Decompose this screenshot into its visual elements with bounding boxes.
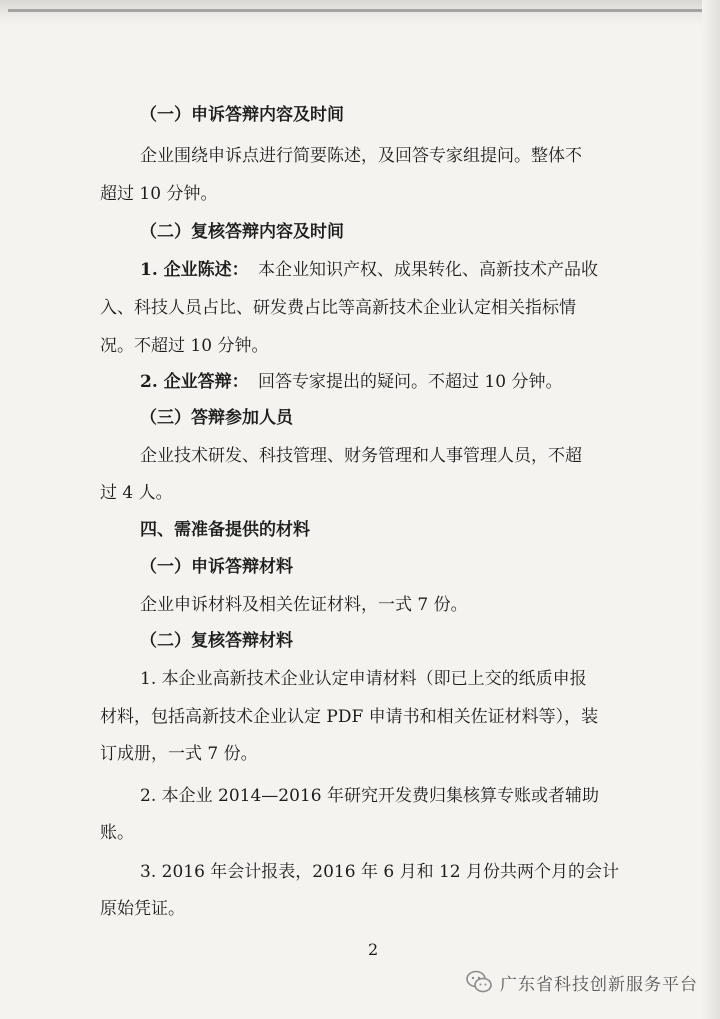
paragraph-text: 企业围绕申诉点进行简要陈述，及回答专家组提问。整体不 [140, 146, 582, 166]
paragraph-text: 材料，包括高新技术企业认定 PDF 申请书和相关佐证材料等），装 [100, 707, 599, 727]
paragraph-text: 2. 本企业 2014—2016 年研究开发费归集核算专账或者辅助 [140, 786, 599, 806]
subheading-text: （三）答辩参加人员 [140, 408, 293, 428]
item-lead: 1. 企业陈述： [140, 260, 249, 280]
subheading-text: （一）申诉答辩材料 [140, 557, 293, 577]
paragraph-text: 况。不超过 10 分钟。 [100, 336, 269, 356]
paragraph-text: 1. 本企业高新技术企业认定申请材料（即已上交的纸质申报 [140, 669, 587, 689]
watermark [464, 966, 716, 998]
item-lead: 2. 企业答辩： [140, 372, 249, 392]
paragraph-text: 企业技术研发、科技管理、财务管理和人事管理人员，不超 [140, 446, 582, 466]
subheading-text: （二）复核答辩材料 [140, 631, 293, 651]
paragraph-text: 本企业知识产权、成果转化、高新技术产品收 [258, 260, 598, 280]
paragraph-text: 3. 2016 年会计报表，2016 年 6 月和 12 月份共两个月的会计 [140, 862, 620, 882]
paragraph-text: 入、科技人员占比、研发费占比等高新技术企业认定相关指标情 [100, 298, 576, 318]
paragraph-text: 原始凭证。 [100, 899, 185, 919]
page-number: 2 [368, 940, 379, 959]
paragraph-text: 回答专家提出的疑问。不超过 10 分钟。 [258, 372, 563, 392]
subheading-text: （一）申诉答辩内容及时间 [140, 105, 344, 125]
section-heading-text: 四、需准备提供的材料 [140, 520, 310, 540]
paragraph-text: 过 4 人。 [100, 483, 173, 503]
subheading-text: （二）复核答辩内容及时间 [140, 222, 344, 242]
paragraph-text: 企业申诉材料及相关佐证材料，一式 7 份。 [140, 595, 468, 615]
watermark-text: 广东省科技创新服务平台 [500, 974, 698, 995]
paragraph-text: 订成册，一式 7 份。 [100, 744, 258, 764]
wechat-icon [464, 967, 494, 997]
paragraph-text: 超过 10 分钟。 [100, 184, 218, 204]
paragraph-text: 账。 [100, 823, 134, 843]
